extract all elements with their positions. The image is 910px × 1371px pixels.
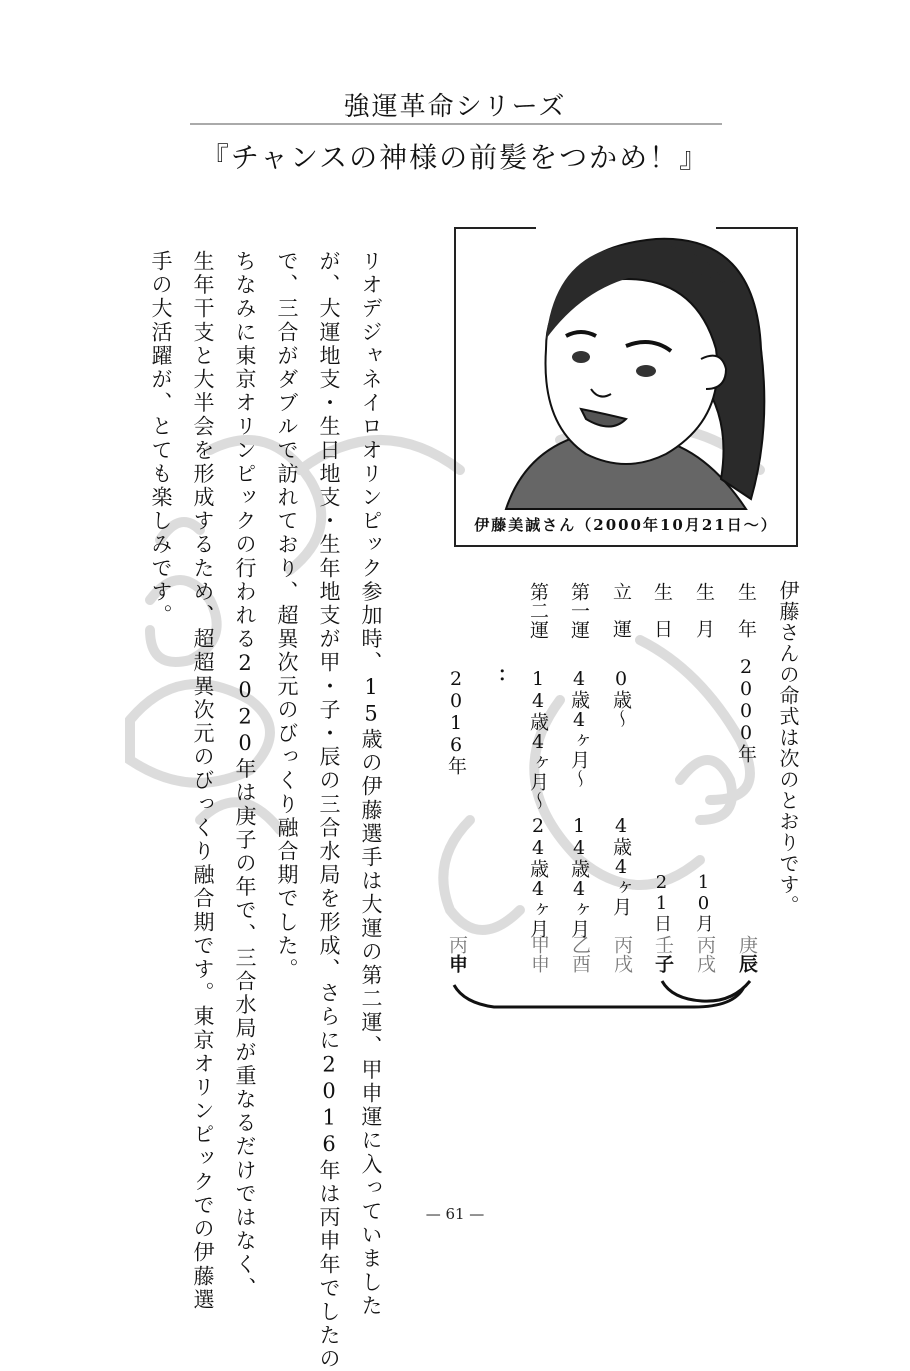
row-label: 生年 — [735, 582, 757, 656]
person-illustration-icon — [456, 229, 796, 514]
series-title: 強運革命シリーズ — [343, 92, 567, 122]
body-line-4: ちなみに東京オリンピックの行われる2020年は庚子の年で、三合水局が重なるだけではなく、 — [233, 250, 257, 1301]
chart-row-rikuun-value: 0歳～ — [610, 668, 632, 728]
title-divider — [190, 123, 722, 125]
chart-row-month-value: 10月 — [693, 872, 714, 932]
pillar-rikuun: 丙戌 — [610, 935, 633, 973]
chart-row-year — [736, 582, 755, 763]
sango-brace-icon — [440, 975, 760, 1015]
portrait-frame — [454, 227, 798, 547]
chart-row-first-end: 14歳4ヶ月 — [568, 815, 590, 938]
chart-row-rikuun-end: 4歳4ヶ月 — [610, 815, 632, 916]
body-line-2: が、大運地支・生日地支・生年地支が甲・子・辰の三合水局を形成、さらに2016年は丙申年でしたの — [317, 250, 341, 1371]
pillar-second: 甲申 — [527, 935, 550, 973]
pillar-month: 丙戌 — [693, 935, 716, 973]
chart-row-rikuun-label: 立運 — [610, 582, 632, 656]
chart-row-day — [652, 582, 671, 656]
portrait-caption: 伊藤美誠さん（2000年10月21日～） — [474, 516, 778, 534]
chart-ellipsis: ： — [485, 668, 507, 687]
page-number: — 61 — — [425, 1205, 485, 1223]
pillar-first: 乙酉 — [568, 935, 591, 973]
chart-row-first-value: 4歳4ヶ月～ — [568, 668, 590, 788]
chart-row-month — [694, 582, 713, 656]
page-title: 『チャンスの神様の前髪をつかめ！』 — [200, 141, 710, 174]
chart-row-first-label: 第一運 — [568, 582, 590, 639]
chart-intro: 伊藤さんの命式は次のとおりです。 — [776, 580, 800, 916]
pillar-year: 庚辰 — [735, 935, 758, 973]
row-label: 生月 — [693, 582, 715, 656]
pillar-2016: 丙申 — [445, 935, 468, 973]
body-line-6: 手の大活躍が、とても楽しみです。 — [149, 250, 173, 628]
chart-row-second-value: 14歳4ヶ月～ — [527, 668, 549, 810]
row-label: 生日 — [651, 582, 673, 656]
row-value: 2000年 — [735, 656, 757, 763]
chart-row-second-label: 第二運 — [527, 582, 549, 639]
pillar-day: 壬子 — [651, 935, 674, 973]
chart-row-second-end: 24歳4ヶ月 — [527, 815, 549, 938]
body-line-1: リオデジャネイロオリンピック参加時、15歳の伊藤選手は大運の第二運、甲申運に入っていました — [359, 250, 383, 1318]
body-line-3: で、三合がダブルで訪れており、超異次元のびっくり融合期でした。 — [275, 250, 299, 982]
chart-row-day-value: 21日 — [651, 872, 672, 932]
chart-row-2016: 2016年 — [445, 668, 467, 775]
body-line-5: 生年干支と大半会を形成するため、超超異次元のびっくり融合期です。東京オリンピックでの伊藤選 — [191, 250, 215, 1312]
